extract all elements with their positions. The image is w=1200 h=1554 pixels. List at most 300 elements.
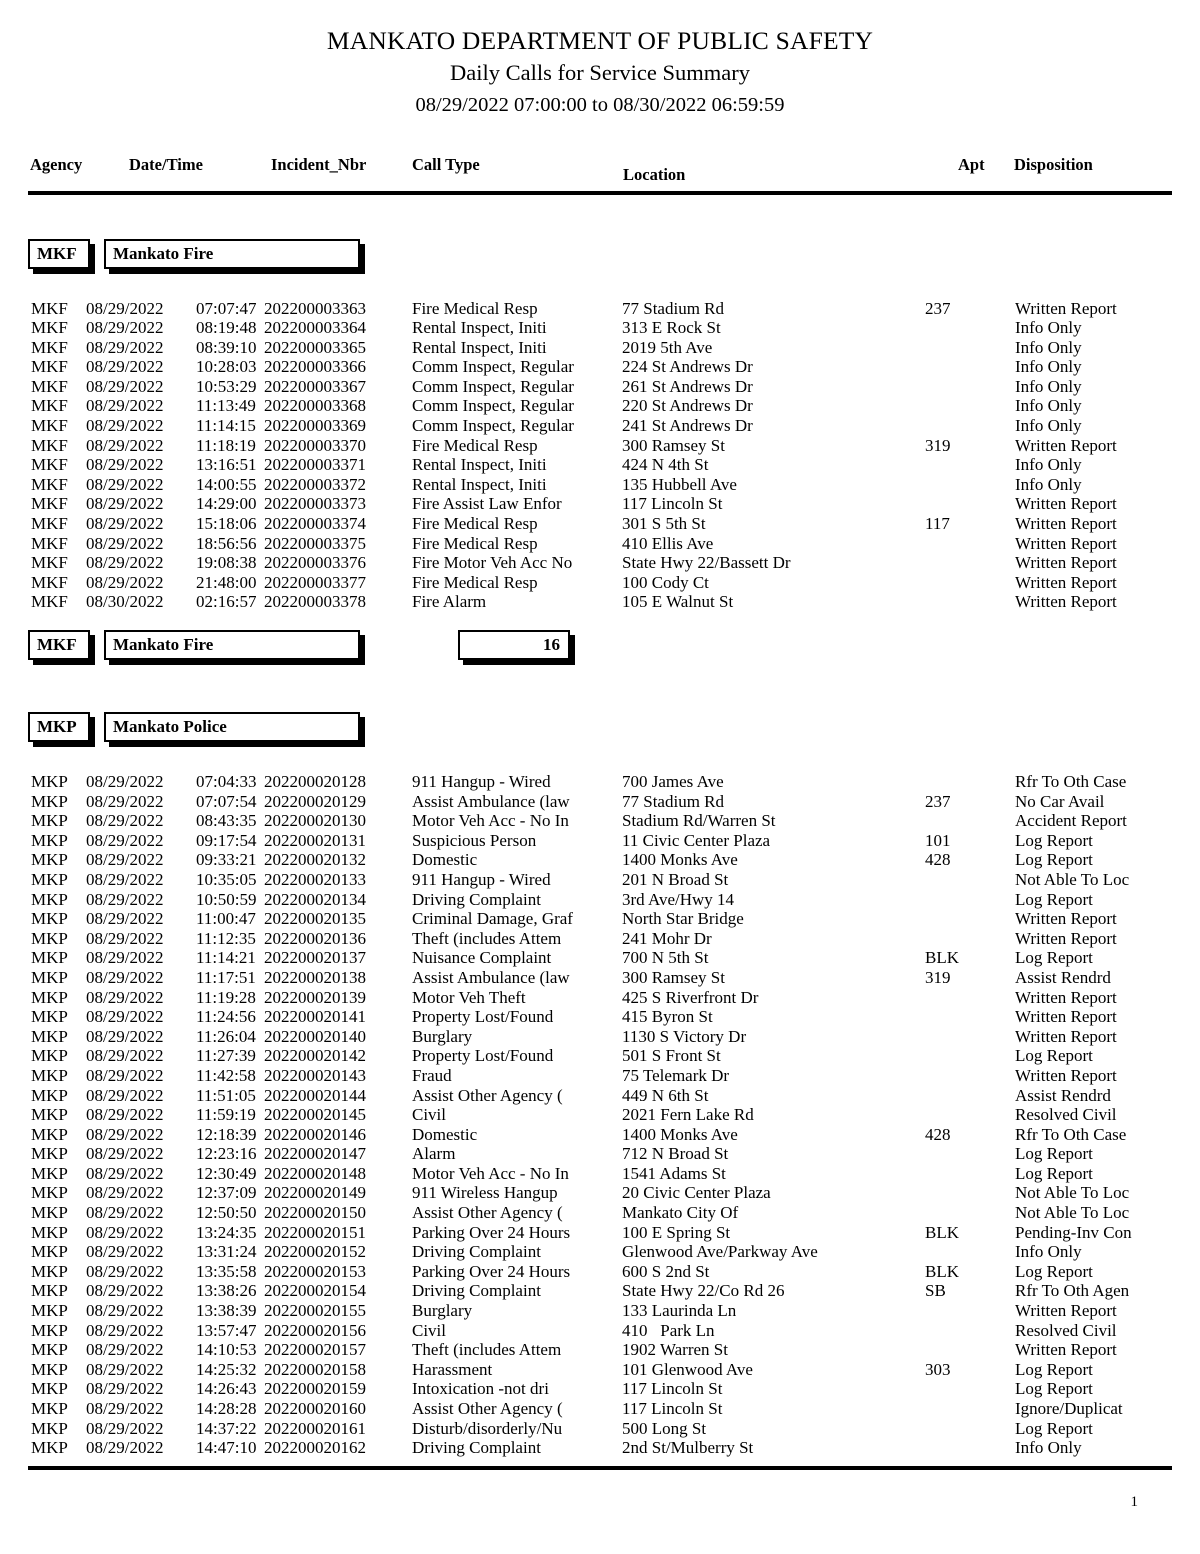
- cell-agency: MKP: [31, 1144, 68, 1164]
- cell-agency: MKF: [31, 318, 68, 338]
- cell-time: 14:25:32: [196, 1359, 257, 1379]
- cell-location: 1541 Adams St: [622, 1163, 726, 1183]
- group-code-box-mkp: MKP: [28, 712, 90, 742]
- cell-incident-nbr: 202200020132: [264, 850, 366, 870]
- cell-location: 75 Telemark Dr: [622, 1065, 730, 1085]
- table-row: [0, 1419, 1200, 1439]
- cell-location: 410 Park Ln: [622, 1320, 715, 1340]
- table-row: [0, 299, 1200, 319]
- cell-time: 14:26:43: [196, 1379, 257, 1399]
- cell-disposition: Not Able To Loc: [1015, 1183, 1130, 1203]
- cell-time: 09:33:21: [196, 850, 257, 870]
- cell-call-type: Parking Over 24 Hours: [412, 1222, 571, 1242]
- cell-time: 11:19:28: [196, 987, 256, 1007]
- table-row: [0, 1066, 1200, 1086]
- table-row: [0, 1086, 1200, 1106]
- cell-disposition: Rfr To Oth Case: [1015, 1124, 1127, 1144]
- cell-agency: MKP: [31, 811, 68, 831]
- cell-incident-nbr: 202200003373: [264, 494, 366, 514]
- cell-location: 241 Mohr Dr: [622, 928, 712, 948]
- cell-incident-nbr: 202200003377: [264, 572, 366, 592]
- cell-time: 19:08:38: [196, 553, 257, 573]
- cell-disposition: Written Report: [1015, 553, 1117, 573]
- cell-incident-nbr: 202200020129: [264, 791, 366, 811]
- cell-disposition: Resolved Civil: [1015, 1320, 1117, 1340]
- cell-disposition: Written Report: [1015, 1007, 1117, 1027]
- footer-divider-rule: [28, 1466, 1172, 1470]
- cell-date: 08/29/2022: [86, 987, 164, 1007]
- cell-location: 600 S 2nd St: [622, 1261, 710, 1281]
- cell-incident-nbr: 202200020151: [264, 1222, 366, 1242]
- cell-time: 08:39:10: [196, 337, 257, 357]
- cell-incident-nbr: 202200020139: [264, 987, 366, 1007]
- cell-apt: 303: [925, 1359, 951, 1379]
- table-row: [0, 1438, 1200, 1458]
- cell-date: 08/29/2022: [86, 1242, 164, 1262]
- table-row: [0, 948, 1200, 968]
- cell-call-type: Assist Ambulance (law: [412, 791, 570, 811]
- cell-call-type: Rental Inspect, Initi: [412, 337, 547, 357]
- cell-incident-nbr: 202200020159: [264, 1379, 366, 1399]
- cell-call-type: Domestic: [412, 850, 478, 870]
- cell-time: 11:51:05: [196, 1085, 256, 1105]
- cell-time: 14:10:53: [196, 1340, 257, 1360]
- cell-location: 77 Stadium Rd: [622, 791, 725, 811]
- cell-call-type: Driving Complaint: [412, 1281, 541, 1301]
- cell-agency: MKP: [31, 1379, 68, 1399]
- cell-location: 101 Glenwood Ave: [622, 1359, 753, 1379]
- cell-apt: 101: [925, 830, 951, 850]
- cell-disposition: Written Report: [1015, 533, 1117, 553]
- cell-incident-nbr: 202200020138: [264, 967, 366, 987]
- cell-incident-nbr: 202200020147: [264, 1144, 366, 1164]
- cell-disposition: Rfr To Oth Case: [1015, 772, 1127, 792]
- cell-incident-nbr: 202200020131: [264, 830, 366, 850]
- cell-time: 13:38:39: [196, 1301, 257, 1321]
- cell-time: 13:24:35: [196, 1222, 257, 1242]
- cell-location: 224 St Andrews Dr: [622, 357, 753, 377]
- cell-disposition: Log Report: [1015, 1359, 1093, 1379]
- cell-incident-nbr: 202200003370: [264, 435, 366, 455]
- cell-apt: 117: [925, 514, 950, 534]
- table-row: [0, 475, 1200, 495]
- group-total-count-box-mkf: 16: [458, 630, 570, 660]
- cell-location: 20 Civic Center Plaza: [622, 1183, 771, 1203]
- cell-location: 415 Byron St: [622, 1007, 713, 1027]
- cell-call-type: Fire Alarm: [412, 592, 487, 612]
- cell-agency: MKP: [31, 1163, 68, 1183]
- group-name-box-mkp: Mankato Police: [104, 712, 360, 742]
- cell-agency: MKP: [31, 1261, 68, 1281]
- cell-date: 08/29/2022: [86, 830, 164, 850]
- cell-location: 2nd St/Mulberry St: [622, 1438, 754, 1458]
- cell-date: 08/29/2022: [86, 357, 164, 377]
- cell-disposition: Log Report: [1015, 889, 1093, 909]
- cell-call-type: Theft (includes Attem: [412, 1340, 562, 1360]
- cell-incident-nbr: 202200020154: [264, 1281, 366, 1301]
- cell-incident-nbr: 202200003375: [264, 533, 366, 553]
- table-row: [0, 377, 1200, 397]
- cell-agency: MKP: [31, 1105, 68, 1125]
- cell-disposition: Written Report: [1015, 494, 1117, 514]
- cell-call-type: Comm Inspect, Regular: [412, 376, 574, 396]
- cell-time: 02:16:57: [196, 592, 257, 612]
- cell-agency: MKP: [31, 909, 68, 929]
- cell-agency: MKF: [31, 514, 68, 534]
- cell-call-type: Burglary: [412, 1026, 473, 1046]
- table-body-mkf: [0, 299, 1200, 613]
- cell-disposition: Accident Report: [1015, 811, 1127, 831]
- cell-apt: BLK: [925, 948, 959, 968]
- cell-date: 08/29/2022: [86, 474, 164, 494]
- cell-call-type: Comm Inspect, Regular: [412, 357, 574, 377]
- table-row: [0, 1164, 1200, 1184]
- cell-date: 08/30/2022: [86, 592, 164, 612]
- cell-agency: MKF: [31, 298, 68, 318]
- table-row: [0, 870, 1200, 890]
- table-row: [0, 929, 1200, 949]
- cell-call-type: Burglary: [412, 1301, 473, 1321]
- cell-agency: MKF: [31, 455, 68, 475]
- cell-date: 08/29/2022: [86, 337, 164, 357]
- cell-disposition: Assist Rendrd: [1015, 967, 1111, 987]
- column-header-disposition: Disposition: [1014, 154, 1093, 174]
- cell-agency: MKP: [31, 1340, 68, 1360]
- cell-location: 500 Long St: [622, 1418, 707, 1438]
- cell-disposition: Info Only: [1015, 1438, 1082, 1458]
- group-code-box-mkf: MKF: [28, 239, 90, 269]
- cell-agency: MKP: [31, 791, 68, 811]
- cell-disposition: Log Report: [1015, 830, 1093, 850]
- cell-disposition: Info Only: [1015, 357, 1082, 377]
- table-row: [0, 1183, 1200, 1203]
- table-row: [0, 514, 1200, 534]
- table-row: [0, 1105, 1200, 1125]
- cell-disposition: Written Report: [1015, 592, 1117, 612]
- cell-date: 08/29/2022: [86, 850, 164, 870]
- table-row: [0, 1203, 1200, 1223]
- cell-location: 261 St Andrews Dr: [622, 376, 753, 396]
- cell-agency: MKF: [31, 592, 68, 612]
- cell-agency: MKF: [31, 572, 68, 592]
- cell-agency: MKF: [31, 553, 68, 573]
- cell-incident-nbr: 202200020145: [264, 1105, 366, 1125]
- cell-date: 08/29/2022: [86, 1320, 164, 1340]
- cell-agency: MKP: [31, 948, 68, 968]
- cell-time: 12:23:16: [196, 1144, 257, 1164]
- cell-time: 10:53:29: [196, 376, 257, 396]
- cell-agency: MKF: [31, 533, 68, 553]
- cell-date: 08/29/2022: [86, 1105, 164, 1125]
- table-column-headers: [0, 151, 1200, 191]
- cell-date: 08/29/2022: [86, 1046, 164, 1066]
- cell-agency: MKP: [31, 869, 68, 889]
- cell-time: 14:47:10: [196, 1438, 257, 1458]
- cell-disposition: Written Report: [1015, 1065, 1117, 1085]
- cell-date: 08/29/2022: [86, 1281, 164, 1301]
- group-name-box-mkf: Mankato Fire: [104, 239, 360, 269]
- column-header-call-type: Call Type: [412, 154, 480, 174]
- cell-time: 11:59:19: [196, 1105, 256, 1125]
- cell-disposition: Log Report: [1015, 850, 1093, 870]
- cell-disposition: Pending-Inv Con: [1015, 1222, 1132, 1242]
- cell-incident-nbr: 202200020142: [264, 1046, 366, 1066]
- column-header-datetime: Date/Time: [129, 154, 203, 174]
- cell-date: 08/29/2022: [86, 869, 164, 889]
- cell-location: 105 E Walnut St: [622, 592, 734, 612]
- cell-agency: MKF: [31, 337, 68, 357]
- table-row: [0, 455, 1200, 475]
- cell-date: 08/29/2022: [86, 1261, 164, 1281]
- cell-incident-nbr: 202200020160: [264, 1399, 366, 1419]
- cell-date: 08/29/2022: [86, 455, 164, 475]
- cell-time: 13:57:47: [196, 1320, 257, 1340]
- cell-call-type: Fire Medical Resp: [412, 435, 538, 455]
- cell-date: 08/29/2022: [86, 791, 164, 811]
- cell-agency: MKF: [31, 416, 68, 436]
- cell-location: 77 Stadium Rd: [622, 298, 725, 318]
- cell-location: 1400 Monks Ave: [622, 850, 738, 870]
- report-subtitle: Daily Calls for Service Summary: [450, 60, 750, 86]
- cell-location: 313 E Rock St: [622, 318, 721, 338]
- cell-incident-nbr: 202200020149: [264, 1183, 366, 1203]
- cell-agency: MKP: [31, 1124, 68, 1144]
- table-row: [0, 850, 1200, 870]
- cell-apt: 319: [925, 435, 951, 455]
- cell-date: 08/29/2022: [86, 928, 164, 948]
- cell-location: 11 Civic Center Plaza: [622, 830, 771, 850]
- cell-incident-nbr: 202200020150: [264, 1203, 366, 1223]
- cell-location: 410 Ellis Ave: [622, 533, 714, 553]
- cell-call-type: Motor Veh Acc - No In: [412, 1163, 569, 1183]
- cell-location: 301 S 5th St: [622, 514, 706, 534]
- cell-time: 07:04:33: [196, 772, 257, 792]
- cell-disposition: Log Report: [1015, 1379, 1093, 1399]
- cell-call-type: Civil: [412, 1105, 447, 1125]
- cell-incident-nbr: 202200020152: [264, 1242, 366, 1262]
- cell-disposition: Written Report: [1015, 514, 1117, 534]
- cell-date: 08/29/2022: [86, 1438, 164, 1458]
- cell-date: 08/29/2022: [86, 1163, 164, 1183]
- table-row: [0, 831, 1200, 851]
- cell-incident-nbr: 202200003365: [264, 337, 366, 357]
- cell-location: 449 N 6th St: [622, 1085, 709, 1105]
- cell-time: 08:19:48: [196, 318, 257, 338]
- table-row: [0, 416, 1200, 436]
- cell-location: State Hwy 22/Bassett Dr: [622, 553, 791, 573]
- cell-time: 11:17:51: [196, 967, 256, 987]
- cell-incident-nbr: 202200003368: [264, 396, 366, 416]
- cell-date: 08/29/2022: [86, 1144, 164, 1164]
- cell-disposition: Info Only: [1015, 376, 1082, 396]
- cell-time: 11:42:58: [196, 1065, 256, 1085]
- cell-agency: MKF: [31, 357, 68, 377]
- cell-location: North Star Bridge: [622, 909, 744, 929]
- cell-time: 11:27:39: [196, 1046, 256, 1066]
- cell-call-type: Harassment: [412, 1359, 493, 1379]
- cell-agency: MKP: [31, 987, 68, 1007]
- cell-disposition: No Car Avail: [1015, 791, 1105, 811]
- cell-time: 11:18:19: [196, 435, 256, 455]
- cell-call-type: Assist Other Agency (: [412, 1085, 563, 1105]
- cell-incident-nbr: 202200003363: [264, 298, 366, 318]
- cell-time: 21:48:00: [196, 572, 257, 592]
- cell-disposition: Written Report: [1015, 909, 1117, 929]
- cell-location: 117 Lincoln St: [622, 1399, 723, 1419]
- cell-agency: MKP: [31, 850, 68, 870]
- cell-time: 13:16:51: [196, 455, 257, 475]
- table-row: [0, 534, 1200, 554]
- cell-call-type: Driving Complaint: [412, 889, 541, 909]
- cell-agency: MKP: [31, 1183, 68, 1203]
- cell-call-type: Assist Other Agency (: [412, 1203, 563, 1223]
- cell-incident-nbr: 202200003367: [264, 376, 366, 396]
- table-row: [0, 1223, 1200, 1243]
- cell-time: 11:14:15: [196, 416, 256, 436]
- cell-call-type: Alarm: [412, 1144, 456, 1164]
- cell-call-type: Rental Inspect, Initi: [412, 474, 547, 494]
- cell-agency: MKP: [31, 1281, 68, 1301]
- cell-agency: MKP: [31, 1438, 68, 1458]
- cell-apt: SB: [925, 1281, 946, 1301]
- cell-location: 712 N Broad St: [622, 1144, 729, 1164]
- cell-call-type: Nuisance Complaint: [412, 948, 552, 968]
- table-row: [0, 1144, 1200, 1164]
- cell-disposition: Written Report: [1015, 1301, 1117, 1321]
- cell-disposition: Info Only: [1015, 396, 1082, 416]
- cell-date: 08/29/2022: [86, 1359, 164, 1379]
- cell-date: 08/29/2022: [86, 811, 164, 831]
- cell-time: 12:18:39: [196, 1124, 257, 1144]
- cell-call-type: Comm Inspect, Regular: [412, 416, 574, 436]
- column-header-apt: Apt: [958, 154, 985, 174]
- cell-time: 13:31:24: [196, 1242, 257, 1262]
- cell-date: 08/29/2022: [86, 1222, 164, 1242]
- cell-call-type: Fire Medical Resp: [412, 533, 538, 553]
- cell-time: 12:37:09: [196, 1183, 257, 1203]
- cell-apt: BLK: [925, 1222, 959, 1242]
- cell-incident-nbr: 202200020136: [264, 928, 366, 948]
- cell-date: 08/29/2022: [86, 967, 164, 987]
- cell-location: 300 Ramsey St: [622, 435, 725, 455]
- cell-time: 09:17:54: [196, 830, 257, 850]
- cell-location: 300 Ramsey St: [622, 967, 725, 987]
- table-row: [0, 772, 1200, 792]
- cell-time: 13:35:58: [196, 1261, 257, 1281]
- cell-date: 08/29/2022: [86, 1379, 164, 1399]
- cell-call-type: 911 Hangup - Wired: [412, 772, 551, 792]
- cell-date: 08/29/2022: [86, 1301, 164, 1321]
- cell-location: 201 N Broad St: [622, 869, 729, 889]
- cell-call-type: Intoxication -not dri: [412, 1379, 549, 1399]
- group-header-mkp: [0, 712, 1200, 742]
- cell-call-type: Disturb/disorderly/Nu: [412, 1418, 563, 1438]
- cell-date: 08/29/2022: [86, 1026, 164, 1046]
- cell-agency: MKP: [31, 967, 68, 987]
- cell-time: 11:24:56: [196, 1007, 256, 1027]
- cell-incident-nbr: 202200020141: [264, 1007, 366, 1027]
- cell-time: 14:29:00: [196, 494, 257, 514]
- cell-disposition: Resolved Civil: [1015, 1105, 1117, 1125]
- table-body-mkp: [0, 772, 1200, 1458]
- group-total-name-box-mkf: Mankato Fire: [104, 630, 360, 660]
- table-row: [0, 1321, 1200, 1341]
- cell-agency: MKP: [31, 1026, 68, 1046]
- cell-agency: MKF: [31, 435, 68, 455]
- cell-time: 11:00:47: [196, 909, 256, 929]
- cell-disposition: Written Report: [1015, 1340, 1117, 1360]
- cell-incident-nbr: 202200003366: [264, 357, 366, 377]
- cell-time: 11:14:21: [196, 948, 256, 968]
- cell-time: 10:35:05: [196, 869, 257, 889]
- cell-location: 220 St Andrews Dr: [622, 396, 753, 416]
- cell-disposition: Log Report: [1015, 1144, 1093, 1164]
- cell-time: 08:43:35: [196, 811, 257, 831]
- group-header-mkf: [0, 239, 1200, 269]
- cell-agency: MKP: [31, 1046, 68, 1066]
- cell-time: 14:00:55: [196, 474, 257, 494]
- column-header-agency: Agency: [30, 154, 83, 174]
- cell-agency: MKP: [31, 1418, 68, 1438]
- cell-time: 11:13:49: [196, 396, 256, 416]
- cell-time: 11:12:35: [196, 928, 256, 948]
- cell-call-type: Fire Medical Resp: [412, 514, 538, 534]
- cell-incident-nbr: 202200020140: [264, 1026, 366, 1046]
- cell-date: 08/29/2022: [86, 494, 164, 514]
- cell-agency: MKP: [31, 1007, 68, 1027]
- cell-agency: MKP: [31, 1085, 68, 1105]
- cell-disposition: Log Report: [1015, 948, 1093, 968]
- cell-time: 07:07:54: [196, 791, 257, 811]
- cell-date: 08/29/2022: [86, 1065, 164, 1085]
- cell-call-type: Fire Medical Resp: [412, 572, 538, 592]
- cell-time: 15:18:06: [196, 514, 257, 534]
- cell-disposition: Log Report: [1015, 1163, 1093, 1183]
- cell-time: 11:26:04: [196, 1026, 256, 1046]
- cell-location: 425 S Riverfront Dr: [622, 987, 759, 1007]
- cell-date: 08/29/2022: [86, 1124, 164, 1144]
- cell-time: 12:30:49: [196, 1163, 257, 1183]
- cell-disposition: Written Report: [1015, 435, 1117, 455]
- cell-call-type: Fire Motor Veh Acc No: [412, 553, 573, 573]
- cell-location: 1902 Warren St: [622, 1340, 728, 1360]
- table-row: [0, 1399, 1200, 1419]
- cell-date: 08/29/2022: [86, 1085, 164, 1105]
- cell-apt: BLK: [925, 1261, 959, 1281]
- cell-incident-nbr: 202200020144: [264, 1085, 366, 1105]
- cell-disposition: Info Only: [1015, 416, 1082, 436]
- cell-location: State Hwy 22/Co Rd 26: [622, 1281, 785, 1301]
- cell-call-type: Fire Medical Resp: [412, 298, 538, 318]
- table-row: [0, 1262, 1200, 1282]
- cell-date: 08/29/2022: [86, 948, 164, 968]
- cell-location: 133 Laurinda Ln: [622, 1301, 737, 1321]
- table-row: [0, 1360, 1200, 1380]
- group-total-mkf: [0, 630, 1200, 660]
- cell-date: 08/29/2022: [86, 533, 164, 553]
- cell-location: 100 E Spring St: [622, 1222, 731, 1242]
- cell-location: Stadium Rd/Warren St: [622, 811, 776, 831]
- cell-location: 700 N 5th St: [622, 948, 709, 968]
- cell-location: 135 Hubbell Ave: [622, 474, 737, 494]
- table-row: [0, 318, 1200, 338]
- cell-date: 08/29/2022: [86, 1399, 164, 1419]
- cell-location: 3rd Ave/Hwy 14: [622, 889, 735, 909]
- table-row: [0, 1125, 1200, 1145]
- cell-call-type: Suspicious Person: [412, 830, 537, 850]
- cell-call-type: Assist Other Agency (: [412, 1399, 563, 1419]
- cell-call-type: Motor Veh Theft: [412, 987, 526, 1007]
